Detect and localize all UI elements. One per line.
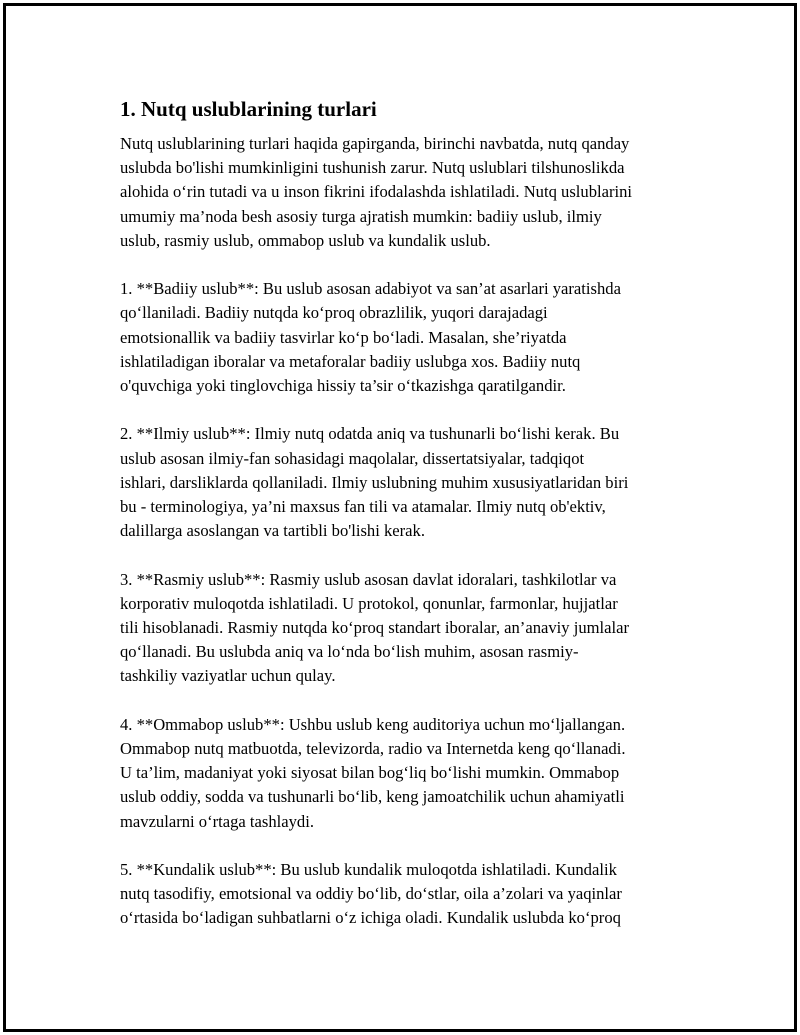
rasmiy-uslub-paragraph	[120, 568, 690, 689]
text-line: 3. **Rasmiy uslub**: Rasmiy uslub asosan davlat idoralari, tashkilotlar va	[120, 569, 617, 589]
text-line: U ta’lim, madaniyat yoki siyosat bilan bog‘liq bo‘lishi mumkin. Ommabop	[120, 763, 620, 783]
text-line: qo‘llanadi. Bu uslubda aniq va lo‘nda bo‘lish muhim, asosan rasmiy-	[120, 642, 579, 662]
intro-paragraph	[120, 132, 690, 253]
ommabop-uslub-paragraph	[120, 713, 690, 834]
text-line: 1. **Badiiy uslub**: Bu uslub asosan adabiyot va san’at asarlari yaratishda	[120, 279, 621, 299]
text-line: uslub, rasmiy uslub, ommabop uslub va kundalik uslub.	[120, 230, 491, 250]
kundalik-uslub-paragraph	[120, 858, 690, 931]
text-line: alohida o‘rin tutadi va u inson fikrini ifodalashda ishlatiladi. Nutq uslublarini	[120, 182, 633, 202]
badiiy-uslub-paragraph	[120, 277, 690, 398]
text-line: bu - terminologiya, ya’ni maxsus fan tili va atamalar. Ilmiy nutq ob'ektiv,	[120, 497, 606, 517]
text-line: 4. **Ommabop uslub**: Ushbu uslub keng auditoriya uchun mo‘ljallangan.	[120, 714, 626, 734]
text-line: nutq tasodifiy, emotsional va oddiy bo‘lib, do‘stlar, oila a’zolari va yaqinlar	[120, 884, 622, 904]
text-line: emotsionallik va badiiy tasvirlar ko‘p bo‘ladi. Masalan, she’riyatda	[120, 327, 567, 347]
text-line: dalillarga asoslangan va tartibli bo'lishi kerak.	[120, 521, 425, 541]
text-line: tili hisoblanadi. Rasmiy nutqda ko‘proq standart iboralar, an’anaviy jumlalar	[120, 618, 630, 638]
text-line: ishlatiladigan iboralar va metaforalar badiiy uslubga xos. Badiiy nutq	[120, 351, 581, 371]
text-line: o‘rtasida bo‘ladigan suhbatlarni o‘z ichiga oladi. Kundalik uslubda ko‘proq	[120, 908, 621, 928]
text-line: 5. **Kundalik uslub**: Bu uslub kundalik muloqotda ishlatiladi. Kundalik	[120, 860, 617, 880]
text-line: ishlari, darsliklarda qollaniladi. Ilmiy uslubning muhim xususiyatlaridan biri	[120, 472, 629, 492]
text-line: qo‘llaniladi. Badiiy nutqda ko‘proq obrazlilik, yuqori darajadagi	[120, 303, 548, 323]
section-heading: 1. Nutq uslublarining turlari	[120, 97, 377, 121]
text-line: korporativ muloqotda ishlatiladi. U protokol, qonunlar, farmonlar, hujjatlar	[120, 593, 618, 613]
text-line: uslubda bo'lishi mumkinligini tushunish zarur. Nutq uslublari tilshunoslikda	[120, 158, 625, 178]
text-line: umumiy ma’noda besh asosiy turga ajratish mumkin: badiiy uslub, ilmiy	[120, 206, 602, 226]
text-line: Ommabop nutq matbuotda, televizorda, radio va Internetda keng qo‘llanadi.	[120, 739, 626, 759]
text-line: o'quvchiga yoki tinglovchiga hissiy ta’sir o‘tkazishga qaratilgandir.	[120, 376, 566, 396]
text-line: Nutq uslublarining turlari haqida gapirganda, birinchi navbatda, nutq qanday	[120, 134, 630, 153]
document-body	[120, 96, 690, 955]
text-line: uslub asosan ilmiy-fan sohasidagi maqolalar, dissertatsiyalar, tadqiqot	[120, 448, 585, 468]
text-line: 2. **Ilmiy uslub**: Ilmiy nutq odatda aniq va tushunarli bo‘lishi kerak. Bu	[120, 424, 620, 444]
document-page	[3, 3, 797, 1032]
text-line: tashkiliy vaziyatlar uchun qulay.	[120, 666, 336, 686]
text-line: mavzularni o‘rtaga tashlaydi.	[120, 811, 314, 831]
text-line: uslub oddiy, sodda va tushunarli bo‘lib, keng jamoatchilik uchun ahamiyatli	[120, 787, 625, 807]
ilmiy-uslub-paragraph	[120, 422, 690, 543]
